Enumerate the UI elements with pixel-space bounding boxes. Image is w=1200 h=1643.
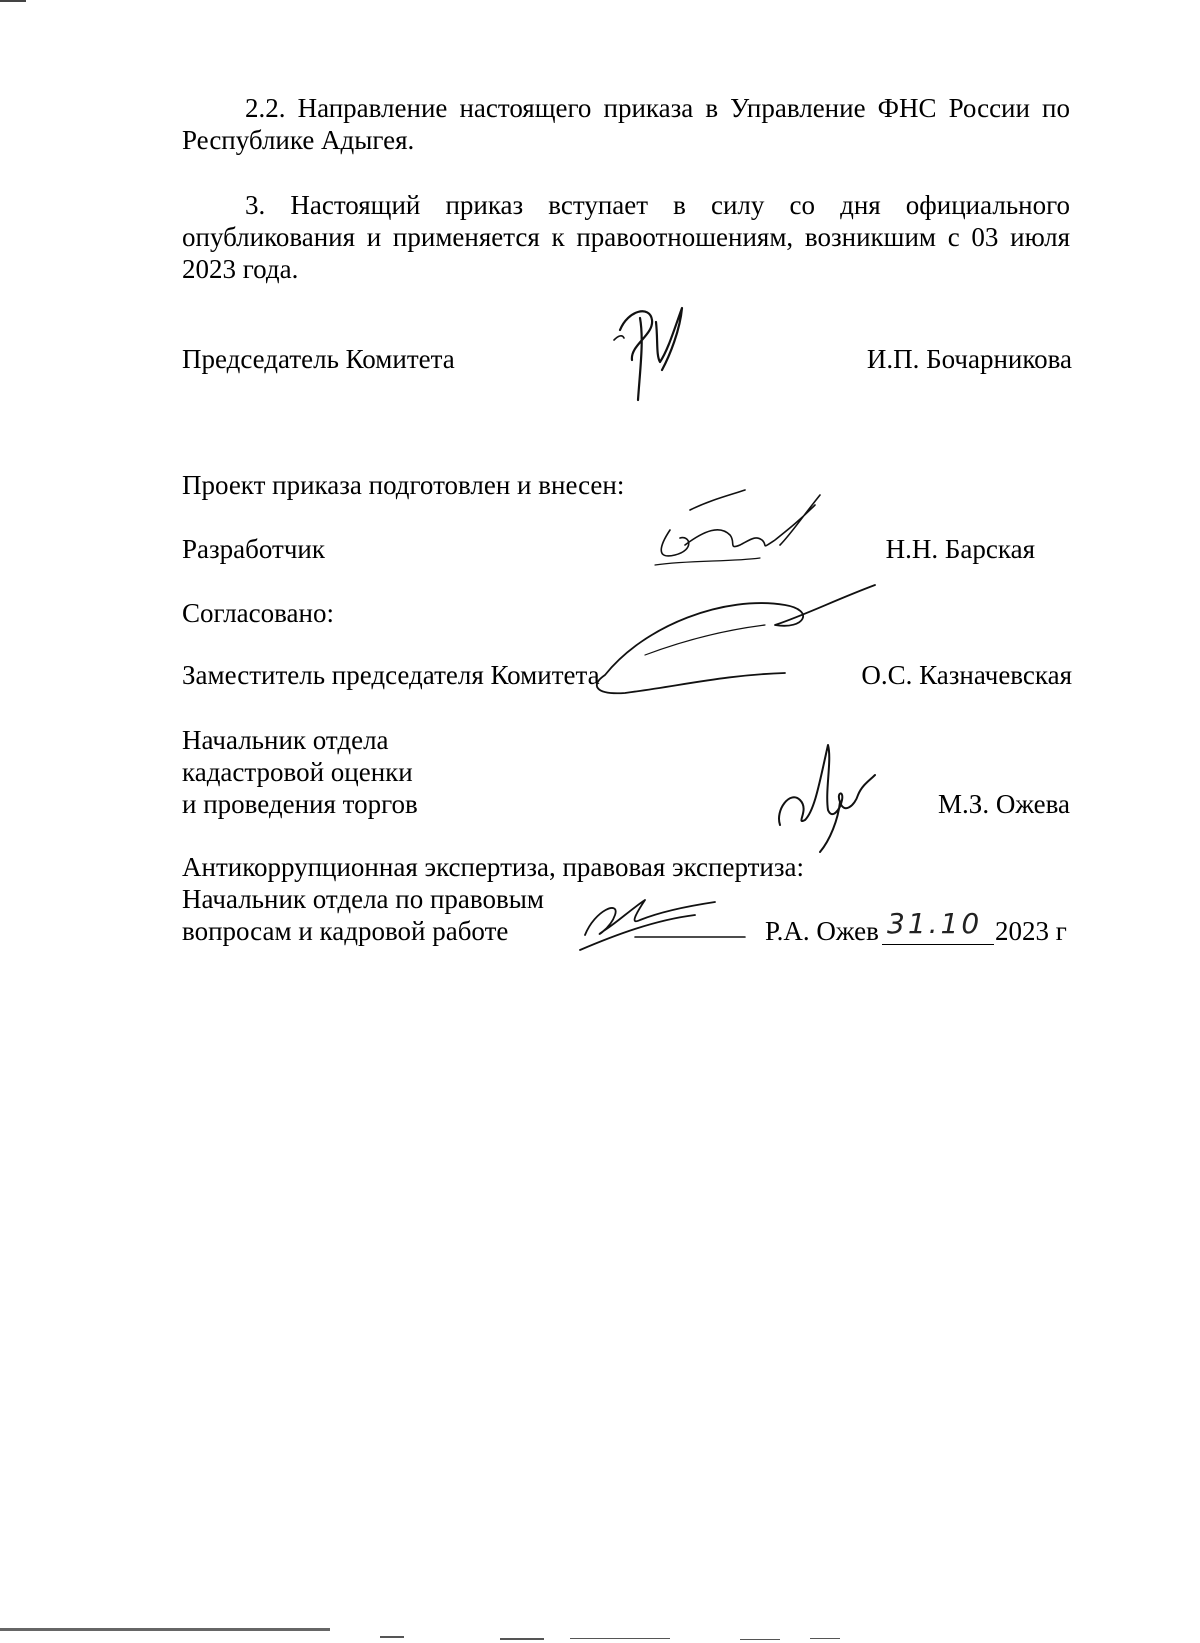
scan-artifact-dash (570, 1638, 670, 1639)
scan-artifact-dash (380, 1636, 404, 1638)
deputy-name: О.С. Казначевская (861, 660, 1072, 690)
cadastral-position-line-3: и проведения торгов (182, 789, 418, 819)
developer-signature (650, 490, 850, 580)
chairman-position: Председатель Комитета (182, 344, 455, 374)
expertise-heading: Антикоррупционная экспертиза, правовая экспертиза: (182, 852, 805, 882)
scan-artifact-line (0, 1628, 330, 1631)
agreed-heading: Согласовано: (182, 598, 334, 628)
date-underline (882, 944, 994, 945)
prepared-heading: Проект приказа подготовлен и внесен: (182, 470, 625, 500)
scan-artifact-dash (500, 1638, 544, 1640)
legal-year: 2023 г (995, 916, 1067, 946)
paragraph-2-2-text: 2.2. Направление настоящего приказа в Управление ФНС России по Республике Адыгея. (182, 93, 1070, 155)
paragraph-2-2 (182, 92, 1070, 156)
legal-position-line-1: Начальник отдела по правовым (182, 884, 544, 914)
cadastral-signature (770, 740, 880, 855)
deputy-signature (585, 585, 885, 705)
legal-position-line-2: вопросам и кадровой работе (182, 916, 509, 946)
cadastral-position-line-2: кадастровой оценки (182, 757, 413, 787)
developer-position: Разработчик (182, 534, 325, 564)
legal-name: Р.А. Ожев (765, 916, 879, 946)
paragraph-3-text: 3. Настоящий приказ вступает в силу со дня официального опубликования и применяется к правоотношениям, возникшим с 03 июля 2023 года. (182, 190, 1070, 284)
scan-artifact-dash (810, 1638, 840, 1639)
legal-signature (575, 880, 755, 960)
cadastral-name: М.З. Ожева (938, 789, 1070, 819)
deputy-position: Заместитель председателя Комитета (182, 660, 600, 690)
scan-corner-mark (0, 0, 26, 2)
chairman-name: И.П. Бочарникова (866, 344, 1072, 374)
chairman-signature (610, 300, 700, 410)
scan-artifact-dash (740, 1639, 780, 1640)
handwritten-date: 31.10 (887, 907, 983, 940)
cadastral-position-line-1: Начальник отдела (182, 725, 389, 755)
paragraph-3 (182, 189, 1070, 285)
developer-name: Н.Н. Барская (885, 534, 1035, 564)
